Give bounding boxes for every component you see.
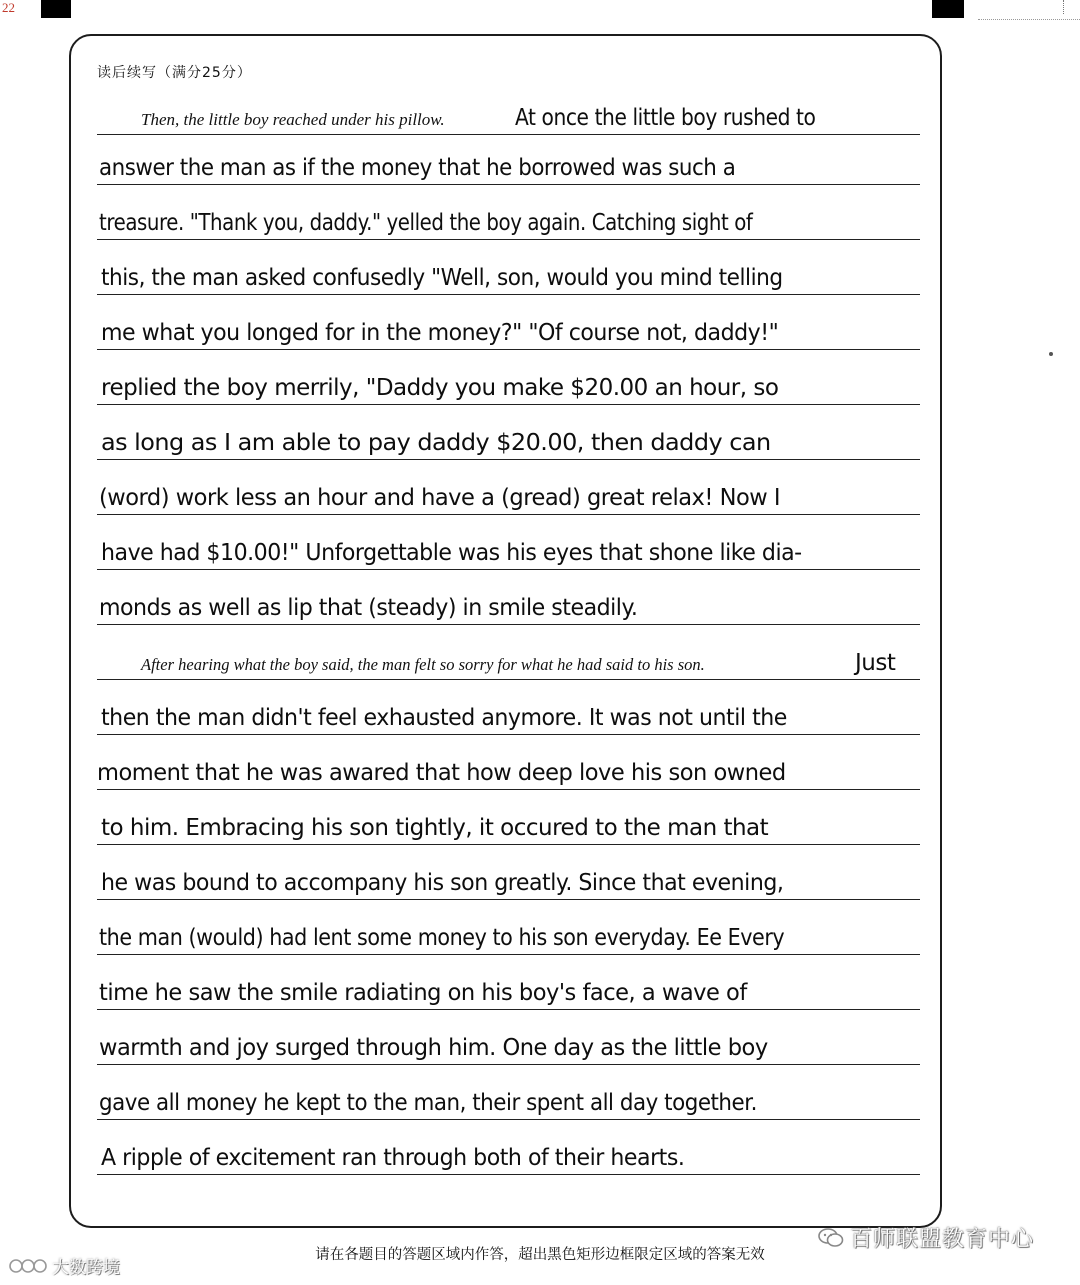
- handwritten-line: At once the little boy rushed to: [515, 105, 816, 131]
- paragraph2-line-3: [97, 750, 920, 790]
- paragraph2-line-5: [97, 860, 920, 900]
- handwritten-line: the man (would) had lent some money to his son everyday. Ee Every: [99, 925, 785, 951]
- handwritten-line: have had $10.00!" Unforgettable was his eyes that shone like dia-: [101, 540, 802, 566]
- handwritten-line: A ripple of excitement ran through both of their hearts.: [101, 1145, 685, 1171]
- page-number: 22: [2, 0, 15, 15]
- paragraph1-line-8: [97, 475, 920, 515]
- paragraph2-line-8: [97, 1025, 920, 1065]
- handwritten-line: replied the boy merrily, "Daddy you make $20.00 an hour, so: [101, 375, 779, 401]
- handwritten-line: time he saw the smile radiating on his boy's face, a wave of: [99, 980, 747, 1006]
- handwritten-line: as long as I am able to pay daddy $20.00, then daddy can: [101, 430, 771, 456]
- paragraph2-line-6: [97, 915, 920, 955]
- footer-instruction: 请在各题目的答题区域内作答，超出黑色矩形边框限定区域的答案无效: [315, 1247, 765, 1263]
- paragraph1-line-2: [97, 145, 920, 185]
- paragraph2-line-2: [97, 695, 920, 735]
- handwritten-line: me what you longed for in the money?" "Of course not, daddy!": [101, 320, 779, 346]
- paragraph1-line-4: [97, 255, 920, 295]
- paragraph1-line-3: [97, 200, 920, 240]
- watermark-right: [818, 1222, 1034, 1253]
- paragraph1-line-5: [97, 310, 920, 350]
- handwritten-line: monds as well as lip that (steady) in smile steadily.: [99, 595, 638, 621]
- scan-speck: [1049, 352, 1053, 356]
- watermark-left-text: 大数跨境: [52, 1258, 120, 1278]
- paragraph1-line-10: [97, 585, 920, 625]
- paragraph2-line-9: [97, 1080, 920, 1120]
- handwritten-line: warmth and joy surged through him. One day as the little boy: [99, 1035, 768, 1061]
- handwritten-line: treasure. "Thank you, daddy." yelled the boy again. Catching sight of: [99, 210, 753, 236]
- section-title: 读后续写（满分25分）: [97, 65, 252, 81]
- watermark-right-text: 百师联盟教育中心: [850, 1227, 1035, 1252]
- registration-mark-left: [41, 0, 71, 18]
- paragraph1-line-6: [97, 365, 920, 405]
- handwritten-line: then the man didn't feel exhausted anymore. It was not until the: [101, 705, 787, 731]
- handwritten-line: this, the man asked confusedly "Well, son, would you mind telling: [101, 265, 783, 291]
- brand-logo-icon: [8, 1254, 48, 1278]
- paragraph2-line-4: [97, 805, 920, 845]
- handwritten-line: (word) work less an hour and have a (gread) great relax! Now I: [99, 485, 781, 511]
- wechat-icon: [818, 1228, 844, 1248]
- handwritten-line: he was bound to accompany his son greatly. Since that evening,: [101, 870, 784, 896]
- paragraph2-line-7: [97, 970, 920, 1010]
- handwritten-line: moment that he was awared that how deep love his son owned: [97, 760, 786, 786]
- paragraph1-line-1: [97, 95, 920, 135]
- top-dotted-rule: [978, 19, 1080, 20]
- paragraph2-prompt: After hearing what the boy said, the man felt so sorry for what he had said to his son.: [141, 655, 705, 674]
- paragraph1-line-7: [97, 420, 920, 460]
- handwritten-line: answer the man as if the money that he borrowed was such a: [99, 155, 736, 181]
- handwritten-line: Just: [855, 650, 896, 676]
- edge-rule: [1063, 0, 1064, 14]
- paragraph2-line-1: [97, 640, 920, 680]
- paragraph2-line-10: [97, 1135, 920, 1175]
- registration-mark-right: [932, 0, 964, 18]
- paragraph1-prompt: Then, the little boy reached under his pillow.: [141, 110, 445, 129]
- watermark-left: [8, 1253, 120, 1278]
- paragraph1-line-9: [97, 530, 920, 570]
- handwritten-line: gave all money he kept to the man, their spent all day together.: [99, 1090, 757, 1116]
- handwritten-line: to him. Embracing his son tightly, it occured to the man that: [101, 815, 769, 841]
